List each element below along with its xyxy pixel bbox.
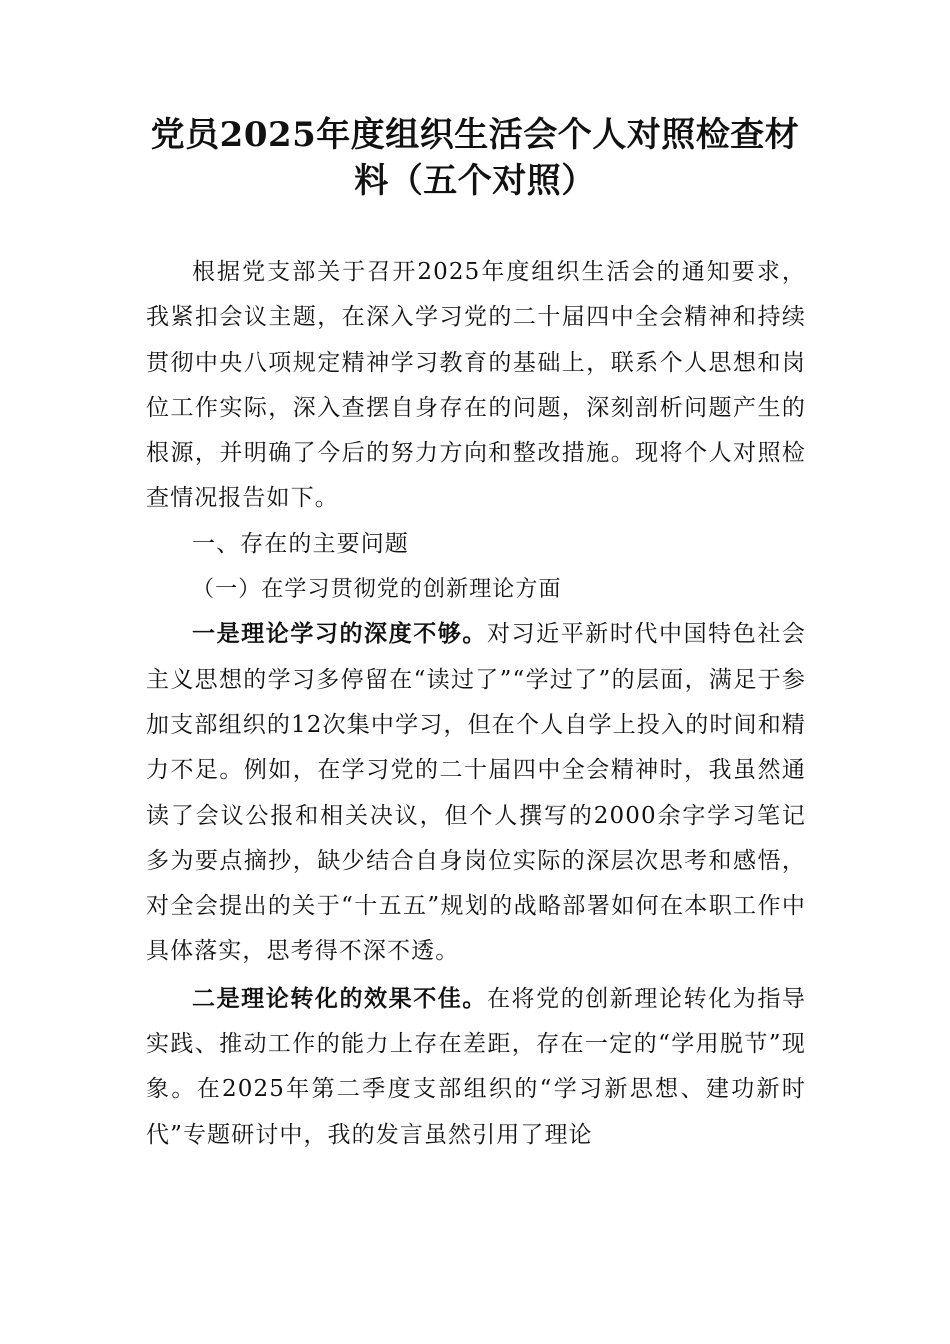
subsection-heading: （一）在学习贯彻党的创新理论方面 [192, 577, 562, 603]
intro-paragraph: 根据党支部关于召开2025年度组织生活会的通知要求，我紧扣会议主题，在深入学习党的二十届四中全会精神和持续贯彻中央八项规定精神学习教育的基础上，联系个人思想和岗位工作实际，深入查摆自身存在的问题，深刻剖析问题产生的根源，并明确了今后的努力方向和整改措施。现将个人对照检查情况报告如下。 [146, 259, 806, 512]
document-body [146, 250, 806, 1158]
document-title: 党员2025年度组织生活会个人对照检查材料（五个对照） [150, 115, 800, 201]
point-lead-1: 一是理论学习的深度不够。 [192, 621, 487, 648]
section-heading: 一、存在的主要问题 [192, 530, 409, 557]
point-paragraph-1 [146, 612, 806, 974]
point-text-1: 对习近平新时代中国特色社会主义思想的学习多停留在“读过了”“学过了”的层面，满足于参加支部组织的12次集中学习，但在个人自学上投入的时间和精力不足。例如，在学习党的二十届四中全会精神时，我虽然通读了会议公报和相关决议，但个人撰写的2000余字学习笔记多为要点摘抄，缺少结合自身岗位实际的深层次思考和感悟，对全会提出的关于“十五五”规划的战略部署如何在本职工作中具体落实，思考得不深不透。 [146, 621, 806, 965]
point-text-2: 在将党的创新理论转化为指导实践、推动工作的能力上存在差距，存在一定的“学用脱节”现象。在2025年第二季度支部组织的“学习新思想、建功新时代”专题研讨中，我的发言虽然引用了理论 [146, 985, 806, 1148]
point-paragraph-2 [146, 977, 806, 1158]
point-lead-2: 二是理论转化的效果不佳。 [192, 985, 487, 1012]
